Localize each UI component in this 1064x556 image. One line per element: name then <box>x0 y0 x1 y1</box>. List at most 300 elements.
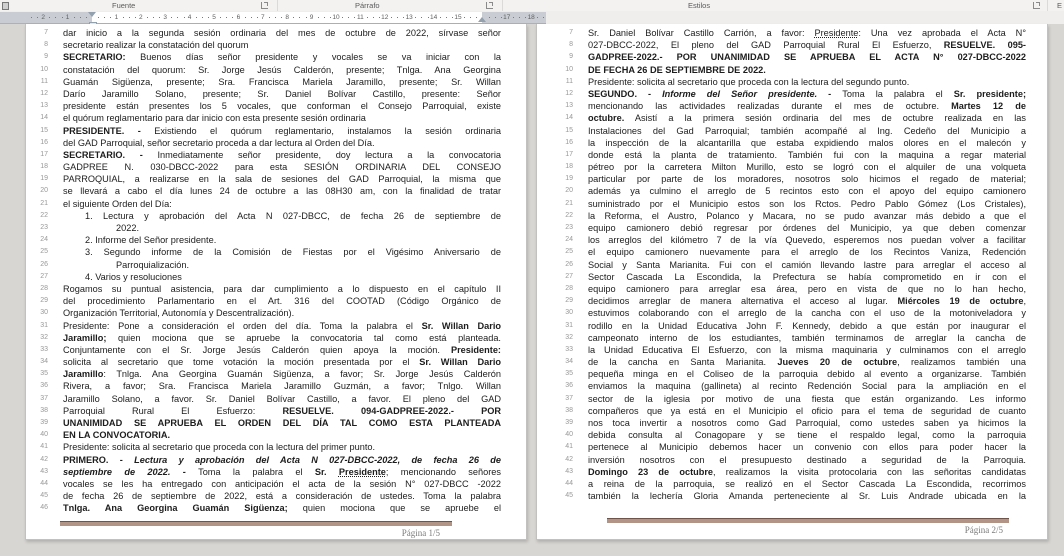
ribbon-strip <box>0 0 1064 11</box>
document-line-39[interactable] <box>26 417 526 429</box>
line-text: del GAD Parroquial, señor secretario proceda a dar lectura al Orden del Día. <box>63 137 375 148</box>
line-number: 43 <box>565 467 573 475</box>
line-text: de fecha 26 de septiembre de 2022, está a consideración de ustedes. Toma la palabra <box>63 491 501 502</box>
line-number: 35 <box>40 370 48 378</box>
document-line-10[interactable] <box>537 64 1047 76</box>
document-line-35[interactable] <box>26 368 526 380</box>
line-text: Rogamos su puntual asistencia, para dar cumplimiento a lo dispuesto en el capítulo II <box>63 283 501 294</box>
ruler-number: 8 <box>285 14 289 21</box>
ruler-tick <box>74 17 75 18</box>
ruler-tick <box>135 17 136 18</box>
ruler-tick <box>104 17 105 18</box>
document-line-9[interactable] <box>26 51 526 63</box>
document-line-38[interactable] <box>537 405 1047 417</box>
line-number: 14 <box>565 114 573 122</box>
document-line-30[interactable] <box>537 307 1047 319</box>
line-text: septiembre de 2022. - Toma la palabra el Sr. Presidente; mencionando señores <box>63 466 501 477</box>
document-line-43[interactable] <box>537 466 1047 478</box>
line-number: 15 <box>565 126 573 134</box>
document-line-22[interactable] <box>537 210 1047 222</box>
ruler-tick <box>281 17 282 18</box>
line-number: 10 <box>565 65 573 73</box>
ruler-bar <box>0 11 1064 24</box>
line-number: 26 <box>40 260 48 268</box>
line-text: suministrado por el Municipio estos son los Rctos. Pedro Pablo Gómez (Los Cristales), <box>588 198 1026 209</box>
ruler-tick <box>129 17 130 18</box>
document-line-16[interactable] <box>537 137 1047 149</box>
line-text: PRIMERO. - Lectura y aprobación del Acta N 027-DBCC-2022, de fecha 26 de <box>63 454 501 465</box>
document-line-8[interactable] <box>537 39 1047 51</box>
line-number: 28 <box>565 284 573 292</box>
ruler-tick <box>452 17 453 18</box>
line-text: UNANIMIDAD SE APRUEBA EL ORDEN DEL DÍA TAL COMO ESTA PLANTEADA <box>63 418 501 428</box>
line-text: equipo camionero debió regresar por órdenes del Municipio, ya que deben comenzar <box>588 223 1026 233</box>
line-text: octubre. Asistí a la primera sesión ordinaria del mes de octubre realizada en las <box>588 113 1026 124</box>
ruler-number: 18 <box>527 14 535 21</box>
document-line-26[interactable] <box>537 259 1047 271</box>
ruler-number: 15 <box>454 14 462 21</box>
document-line-9[interactable] <box>537 51 1047 63</box>
ruler-number: 14 <box>429 14 438 21</box>
ruler-tick <box>31 17 32 18</box>
document-line-7[interactable] <box>26 27 526 39</box>
line-number: 26 <box>565 260 573 268</box>
line-number: 35 <box>565 370 573 378</box>
line-number: 42 <box>565 455 573 463</box>
ruler-tick <box>513 17 514 18</box>
document-line-32[interactable] <box>26 332 526 344</box>
document-line-17[interactable] <box>26 149 526 161</box>
line-layer <box>537 27 1047 502</box>
line-text: Rivera, a favor; Sra. Francisca Mariela Jaramillo Guzmán, a favor; Tnlgo. Willan <box>63 381 501 392</box>
ruler-tick <box>367 17 368 18</box>
document-line-17[interactable] <box>537 149 1047 161</box>
document-line-21[interactable] <box>26 198 526 210</box>
document-line-22[interactable] <box>26 210 526 222</box>
ruler-number: 11 <box>357 14 364 21</box>
ruler-tick <box>391 17 392 18</box>
line-number: 38 <box>40 406 48 414</box>
document-line-44[interactable] <box>537 478 1047 490</box>
line-text: Social y Santa Marianita. Fui con el camión llevando lastre para arreglar el acceso al <box>588 259 1026 270</box>
line-number: 16 <box>565 138 573 146</box>
line-number: 25 <box>40 248 48 256</box>
document-line-37[interactable] <box>537 393 1047 405</box>
line-text: el equipo camionero nuevamente para el arreglo de los Recintos Vaniza, Redención <box>588 247 1026 258</box>
line-number: 39 <box>40 419 48 426</box>
document-line-41[interactable] <box>26 441 526 453</box>
line-number: 22 <box>565 211 573 219</box>
document-line-43[interactable] <box>26 466 526 478</box>
line-text: vocales se les ha entregado con anticipación el acta de la sesión N° 027-DBCC -2022 <box>63 478 501 489</box>
ribbon-group-label-estilos: Estilos <box>688 1 711 10</box>
document-line-44[interactable] <box>26 478 526 490</box>
line-number: 9 <box>569 53 573 61</box>
ruler-tick <box>306 17 307 18</box>
line-number: 41 <box>40 443 48 451</box>
document-line-36[interactable] <box>537 380 1047 392</box>
line-text: Domingo 23 de octubre, realizamos la visita protocolaria con las señoritas candidatas <box>588 466 1026 477</box>
document-line-45[interactable] <box>537 490 1047 502</box>
line-text: estuvimos colaborando con el arreglo de la cancha con el uso de la motoniveladora y <box>588 308 1026 319</box>
line-text: dar inicio a la segunda sesión ordinaria del mes de octubre de 2022, sírvase señor <box>63 28 501 38</box>
line-number: 21 <box>565 199 573 207</box>
document-line-23[interactable] <box>26 222 526 234</box>
line-text: Jaramillo: Tnlga. Ana Georgina Guamán Sigüenza, a favor; Sr. Jorge Jesús Calderón <box>63 369 501 380</box>
line-number: 33 <box>40 345 48 353</box>
document-line-8[interactable] <box>26 39 526 51</box>
line-text: GADPREE N. 030-DBCC-2022 para esta SESIÓN ORDINARIA DEL CONSEJO <box>63 162 501 173</box>
document-line-35[interactable] <box>537 368 1047 380</box>
document-line-40[interactable] <box>26 429 526 441</box>
document-line-14[interactable] <box>537 112 1047 124</box>
line-number: 34 <box>565 358 573 366</box>
document-line-38[interactable] <box>26 405 526 417</box>
ruler-tick <box>373 17 374 18</box>
line-text: de la cancha en Santa Marianita. Jueves 20 de octubre, realizamos también una <box>588 357 1026 368</box>
line-text: Tnlga. Ana Georgina Guamán Sigüenza; quien mociona que se apruebe el <box>63 503 501 514</box>
ruler-tick <box>196 17 197 18</box>
ruler-number: 13 <box>405 14 413 21</box>
document-line-34[interactable] <box>26 356 526 368</box>
document-line-14[interactable] <box>26 112 526 124</box>
ruler-tick <box>171 17 172 18</box>
ruler-tick <box>470 17 471 18</box>
line-text: la Reforma, el Austro, Polanco y Macara, no se pudo avanzar más debido a que el <box>588 210 1026 221</box>
document-line-21[interactable] <box>537 198 1047 210</box>
ruler-number: 12 <box>381 14 389 21</box>
document-line-27[interactable] <box>26 271 526 283</box>
line-number: 29 <box>40 297 48 305</box>
line-number: 34 <box>40 358 48 366</box>
line-number: 25 <box>565 248 573 256</box>
ruler-tick <box>110 17 111 18</box>
document-line-28[interactable] <box>537 283 1047 295</box>
line-text: 3. Segundo informe de la Comisión de Fiestas por el Vigésimo Aniversario de <box>85 247 501 258</box>
line-number: 20 <box>565 187 573 195</box>
line-number: 29 <box>565 297 573 305</box>
ruler-tick <box>275 17 276 18</box>
document-line-29[interactable] <box>26 295 526 307</box>
line-text: Presidente: solicita al secretario que proceda con la lectura del segundo punto. <box>588 76 910 87</box>
document-line-31[interactable] <box>537 320 1047 332</box>
line-text: inversión nosotros con el presupuesto destinado a seguridad de la Parroquia. <box>588 454 1026 465</box>
ruler-tick <box>251 17 252 18</box>
document-line-12[interactable] <box>537 88 1047 100</box>
line-text: Parroquial Rural El Esfuerzo: RESUELVE. 094-GADPREE-2022.- POR <box>63 405 501 416</box>
ribbon-group-label-fuente: Fuente <box>112 1 136 10</box>
ribbon-group-label-partial: E <box>1057 1 1063 10</box>
document-line-15[interactable] <box>26 125 526 137</box>
line-number: 7 <box>44 29 48 36</box>
ruler-tick <box>49 17 50 18</box>
document-line-19[interactable] <box>537 173 1047 185</box>
line-number: 27 <box>565 272 573 280</box>
ruler-tick <box>318 17 319 18</box>
line-text: 2022. <box>116 223 139 233</box>
ribbon-group-divider <box>277 0 278 11</box>
line-number: 20 <box>40 187 48 195</box>
page-number-footer: Página 2/5 <box>964 525 1003 535</box>
ruler-tick <box>537 17 538 18</box>
line-number: 41 <box>565 443 573 451</box>
line-number: 15 <box>40 126 48 134</box>
ruler-tick <box>226 17 227 18</box>
ruler-tick <box>293 17 294 18</box>
line-text: Jaramillo Solano, a favor. Sr. Daniel Bolívar Castillo, a favor. El pleno del GAD <box>63 393 501 404</box>
line-number: 30 <box>40 309 48 317</box>
line-number: 31 <box>565 321 573 329</box>
document-line-13[interactable] <box>537 100 1047 112</box>
line-number: 36 <box>565 382 573 390</box>
line-text: Sector Cascada La Escondida, la Prefectura se había comprometido en ir con el <box>588 271 1026 282</box>
document-line-12[interactable] <box>26 88 526 100</box>
document-line-34[interactable] <box>537 356 1047 368</box>
document-line-16[interactable] <box>26 137 526 149</box>
document-line-45[interactable] <box>26 490 526 502</box>
line-number: 40 <box>565 431 573 439</box>
line-number: 45 <box>565 492 573 500</box>
document-line-42[interactable] <box>26 454 526 466</box>
line-text: SECRETARIO. - Inmediatamente señor presidente, doy lectura a la convocatoria <box>63 149 501 160</box>
document-line-27[interactable] <box>537 271 1047 283</box>
line-number: 12 <box>565 89 573 97</box>
ruler-tick <box>342 17 343 18</box>
document-line-11[interactable] <box>26 76 526 88</box>
line-text: Presidente: Pone a consideración el orden del día. Toma la palabra el Sr. Willan Dario <box>63 320 501 331</box>
line-text: enviamos la maquina (gallineta) al recinto Redención Social para la ampliación en el <box>588 381 1026 392</box>
line-number: 42 <box>40 455 48 463</box>
ruler-tick <box>525 17 526 18</box>
line-text: se llevará a cabo el día lunes 24 de octubre a las 08H30 am, con la finalidad de tratar <box>63 186 501 197</box>
line-text: equipo camionero para arreglar esa área, pero en vista de que no lo han hecho, <box>588 283 1026 294</box>
ruler-tick <box>37 17 38 18</box>
line-text: EN LA CONVOCATORIA. <box>63 430 171 441</box>
document-line-36[interactable] <box>26 380 526 392</box>
ruler-number: 2 <box>138 14 143 21</box>
footer-rule <box>607 518 1009 523</box>
line-number: 17 <box>565 150 573 158</box>
document-line-10[interactable] <box>26 64 526 76</box>
ruler-tick <box>62 17 63 18</box>
ruler-tick <box>153 17 154 18</box>
ruler-tick <box>415 17 416 18</box>
ruler-tick <box>257 17 258 18</box>
document-line-24[interactable] <box>26 234 526 246</box>
line-number: 11 <box>565 77 573 85</box>
ruler-tick <box>232 17 233 18</box>
document-line-41[interactable] <box>537 441 1047 453</box>
document-line-20[interactable] <box>537 185 1047 197</box>
line-text: pertenece al Municipio debemos hacer un convenio con ellos para poder hacer la <box>588 442 1026 453</box>
document-line-23[interactable] <box>537 222 1047 234</box>
ruler-tick <box>440 17 441 18</box>
ribbon-group-label-parrafo: Párrafo <box>355 1 380 10</box>
line-text: Jaramillo; quien mociona que se apruebe la convocatoria tal como está planteada. <box>63 332 501 343</box>
ruler-number: 1 <box>114 14 119 21</box>
ruler-number: 10 <box>332 14 340 21</box>
ruler-tick <box>330 17 331 18</box>
document-line-19[interactable] <box>26 173 526 185</box>
line-number: 33 <box>565 345 573 353</box>
line-number: 23 <box>40 224 48 231</box>
line-text: Conjuntamente con el Sr. Jorge Jesús Calderón quien apoya la moción. Presidente: <box>63 344 501 355</box>
line-number: 31 <box>40 321 48 329</box>
document-line-25[interactable] <box>537 246 1047 258</box>
ruler-tick <box>348 17 349 18</box>
line-text: 1. Lectura y aprobación del Acta N 027-DBCC, de fecha 26 de septiembre de <box>85 210 501 221</box>
line-text: secretario realizar la constatación del quorum <box>63 40 249 51</box>
line-text: DE FECHA 26 DE SEPTIEMBRE DE 2022. <box>588 64 766 75</box>
line-text: pequeña minga en el Coliseo de la parroquia debido al evento a organizarse. También <box>588 369 1026 380</box>
document-line-18[interactable] <box>26 161 526 173</box>
ruler-number: 3 <box>163 14 167 21</box>
line-number: 18 <box>40 163 48 171</box>
line-text: Parroquialización. <box>116 259 190 270</box>
document-line-33[interactable] <box>537 344 1047 356</box>
ruler-number: 4 <box>187 14 192 21</box>
line-text: además ya culmino el arreglo de 5 recintos esto con el apoyo del equipo camionero <box>588 186 1026 197</box>
line-number: 24 <box>565 236 573 244</box>
document-line-31[interactable] <box>26 320 526 332</box>
document-line-37[interactable] <box>26 393 526 405</box>
line-text: debida consulta al Conagopare y se tiene el respaldo legal, como la parroquia <box>588 430 1026 441</box>
document-line-13[interactable] <box>26 100 526 112</box>
line-number: 37 <box>40 394 48 402</box>
document-line-40[interactable] <box>537 429 1047 441</box>
line-number: 9 <box>44 53 48 61</box>
line-text: donde está la planta de tratamiento. También fui con la maquina a regar material <box>588 149 1026 160</box>
line-number: 8 <box>44 41 48 49</box>
document-line-25[interactable] <box>26 246 526 258</box>
line-text: nos toca invertir a nosotros como Gad Parroquial, como ustedes saben ya hicimos la <box>588 418 1026 428</box>
ruler-tick <box>202 17 203 18</box>
ruler-tick <box>489 17 490 18</box>
line-number: 39 <box>565 419 573 426</box>
document-line-33[interactable] <box>26 344 526 356</box>
line-text: el quórum reglamentario para dar inicio con esta presente sesión ordinaria <box>63 113 366 124</box>
line-text: Guamán Sigüenza, presente; Sra. Francisca Mariela Jaramillo, presente; Sr. Willan <box>63 76 501 87</box>
fuente-dialog-launcher-icon[interactable] <box>261 2 268 9</box>
line-number: 43 <box>40 467 48 475</box>
ribbon-group-divider <box>502 0 503 11</box>
ruler-tick <box>446 17 447 18</box>
document-line-20[interactable] <box>26 185 526 197</box>
ruler-tick <box>403 17 404 18</box>
line-text: campeonato interno de los estudiantes, también terminamos de arreglar la cancha de <box>588 332 1026 343</box>
line-number: 30 <box>565 309 573 317</box>
ruler-tick <box>543 17 544 18</box>
document-line-46[interactable] <box>26 502 526 514</box>
ruler-tick <box>269 17 270 18</box>
line-text: Instalaciones del Gad Parroquial; también acompañé al Ing. Cedeño del Municipio a <box>588 125 1026 136</box>
line-number: 8 <box>569 41 573 49</box>
ruler-tick <box>495 17 496 18</box>
ruler-tick <box>245 17 246 18</box>
document-line-28[interactable] <box>26 283 526 295</box>
line-text: sector de la iglesia por motivo de una fiesta que están organizando. Les informo <box>588 393 1026 404</box>
document-line-18[interactable] <box>537 161 1047 173</box>
ruler-tick <box>501 17 502 18</box>
line-text: solicita al secretario que tome votación la moción presentada por el Sr. Willan Dario <box>63 357 501 368</box>
document-line-42[interactable] <box>537 454 1047 466</box>
line-text: PARROQUIAL, a realizarse en la sala de sesiones del GAD Parroquial, la misma que <box>63 174 501 185</box>
ribbon-group-divider <box>1047 0 1048 11</box>
line-number: 40 <box>40 431 48 439</box>
line-number: 37 <box>565 394 573 402</box>
line-text: la inspección de la alcantarilla que estaba expidiendo malos olores en el malecón y <box>588 137 1026 148</box>
right-indent-marker-icon[interactable] <box>478 17 486 22</box>
ruler-number: 1 <box>65 14 70 21</box>
ruler-tick <box>123 17 124 18</box>
line-number: 16 <box>40 138 48 146</box>
line-number: 44 <box>40 479 48 487</box>
line-text: los arreglos del kilómetro 7 de la vía Quevedo, esperemos nos puedan volver a facilitar <box>588 235 1026 246</box>
line-text: GADPREE-2022.- POR UNANIMIDAD SE APRUEBA EL ACTA N° 027-DBCC-2022 <box>588 52 1026 63</box>
ruler-tick <box>421 17 422 18</box>
document-workspace <box>0 24 1064 556</box>
document-line-39[interactable] <box>537 417 1047 429</box>
line-number: 28 <box>40 284 48 292</box>
line-number: 32 <box>565 333 573 341</box>
document-line-26[interactable] <box>26 259 526 271</box>
line-number: 7 <box>569 29 573 36</box>
document-line-15[interactable] <box>537 125 1047 137</box>
line-number: 36 <box>40 382 48 390</box>
line-layer <box>26 27 526 515</box>
line-text: constatación del quorum: Sr. Jorge Jesús Calderón, presente; Tnlga. Ana Georgina <box>63 64 501 75</box>
line-number: 44 <box>565 479 573 487</box>
parrafo-dialog-launcher-icon[interactable] <box>486 2 493 9</box>
document-line-11[interactable] <box>537 76 1047 88</box>
clipboard-fragment-icon <box>2 2 9 10</box>
line-number: 19 <box>565 175 573 183</box>
line-text: también la lechería Gloria Amanda perteneciente al Sr. Luis Andrade ubicada en la <box>588 491 1026 502</box>
document-line-30[interactable] <box>26 307 526 319</box>
line-text: del procedimiento Parlamentario en el Art. 316 del COOTAD (Código Orgánico de <box>63 296 501 307</box>
line-text: el siguiente Orden del Día: <box>63 198 172 209</box>
line-text: compañeros que ya está en el Municipio el oficio para el tema de seguridad de cuanto <box>588 405 1026 416</box>
line-number: 45 <box>40 492 48 500</box>
line-number: 13 <box>565 102 573 110</box>
line-text: particular por parte de los moradores, nosotros solo hicimos el regado de material; <box>588 174 1026 185</box>
line-number: 38 <box>565 406 573 414</box>
line-text: 2. Informe del Señor presidente. <box>85 235 217 246</box>
line-number: 32 <box>40 333 48 341</box>
page-number-footer: Página 1/5 <box>401 528 440 538</box>
line-text: SEGUNDO. - Informe del Señor presidente. - Toma la palabra el Sr. presidente; <box>588 88 1026 99</box>
first-line-indent-marker-icon[interactable] <box>88 12 96 17</box>
line-number: 21 <box>40 199 48 207</box>
document-line-29[interactable] <box>537 295 1047 307</box>
page-2[interactable] <box>536 24 1048 540</box>
document-line-24[interactable] <box>537 234 1047 246</box>
line-number: 27 <box>40 272 48 280</box>
page-1[interactable] <box>25 24 527 540</box>
ruler-tick <box>354 17 355 18</box>
document-line-32[interactable] <box>537 332 1047 344</box>
line-number: 11 <box>40 77 48 85</box>
line-text: pétreo por la carretera Milton Murillo, esto se logró con el alquiler de una volqueta <box>588 162 1026 173</box>
line-number: 22 <box>40 211 48 219</box>
line-number: 23 <box>565 224 573 231</box>
ruler-number: 2 <box>41 14 45 21</box>
estilos-dialog-launcher-icon[interactable] <box>1033 2 1040 9</box>
document-line-7[interactable] <box>537 27 1047 39</box>
line-text: presidente están presentes los 5 vocales, que conforman el Consejo Parroquial, existe <box>63 101 501 112</box>
ruler[interactable] <box>0 12 546 24</box>
ruler-tick <box>428 17 429 18</box>
